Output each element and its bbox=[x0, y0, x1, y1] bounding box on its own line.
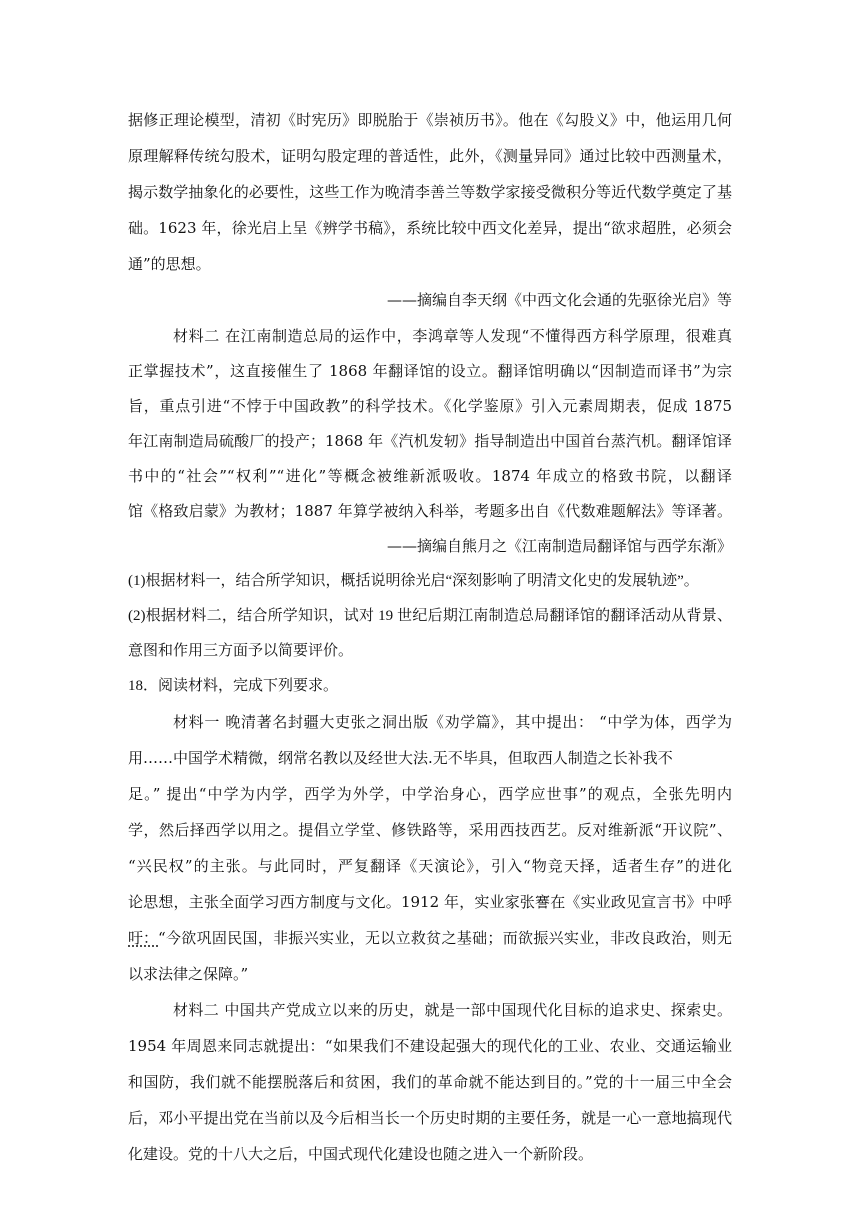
q18-material2-line-4: 后，邓小平提出党在当前以及今后相当长一个历史时期的主要任务，就是一心一意地搞现代 bbox=[128, 1109, 732, 1127]
material2-line-5: 书中的“社会”“权利”“进化”等概念被维新派吸收。1874 年成立的格致书院，以翻译 bbox=[128, 467, 732, 485]
question-17-2-line-2: 意图和作用三方面予以简要评价。 bbox=[128, 643, 354, 659]
q18-material2-line-2: 1954 年周恩来同志就提出：“如果我们不建设起强大的现代化的工业、农业、交通运输业 bbox=[128, 1037, 732, 1055]
material1-line-3: 揭示数学抽象化的必要性，这些工作为晚清李善兰等数学家接受微积分等近代数学奠定了基 bbox=[128, 183, 732, 201]
material1-line-2: 原理解释传统勾股术，证明勾股定理的普适性，此外，《测量异同》通过比较中西测量术， bbox=[128, 147, 732, 165]
material2-line-4: 年江南制造局硫酸厂的投产；1868 年《汽机发轫》指导制造出中国首台蒸汽机。翻译馆译 bbox=[128, 432, 732, 450]
question-18-title: 18．阅读材料，完成下列要求。 bbox=[128, 678, 339, 694]
q18-material1-line-5: “兴民权”的主张。与此同时，严复翻译《天演论》，引入“物竞天择，适者生存”的进化 bbox=[128, 857, 732, 875]
q18-material1-line-4: 学，然后择西学以用之。提倡立学堂、修铁路等，采用西技西艺。反对维新派“开议院”、 bbox=[128, 821, 732, 839]
q18-material1-line-1: 材料一 晚清著名封疆大吏张之洞出版《劝学篇》，其中提出： “中学为体，西学为 bbox=[173, 713, 732, 731]
q18-material2-line-1: 材料二 中国共产党成立以来的历史，就是一部中国现代化目标的追求史、探索史。 bbox=[173, 1001, 732, 1019]
material1-line-4: 础。1623 年，徐光启上呈《辨学书稿》，系统比较中西文化差异，提出“欲求超胜，必须会 bbox=[128, 219, 732, 237]
material2-line-6: 馆《格致启蒙》为教材；1887 年算学被纳入科举，考题多出自《代数难题解法》等译著。 bbox=[128, 502, 732, 520]
q18-material1-line-8: 以求法律之保障。” bbox=[128, 965, 249, 983]
material1-line-1: 据修正理论模型，清初《时宪历》即脱胎于《崇祯历书》。他在《勾股义》中，他运用几何 bbox=[128, 111, 732, 129]
source-citation-1: ——摘编自李天纲《中西文化会通的先驱徐光启》等 bbox=[386, 291, 732, 309]
q18-material1-line-3: 足。” 提出“中学为内学，西学为外学，中学治身心，西学应世事”的观点，全张先明内 bbox=[128, 785, 732, 803]
material2-line-3: 旨，重点引进“不悖于中国政教”的科学技术。《化学鉴原》引入元素周期表，促成 1875 bbox=[128, 397, 732, 415]
q18-material2-line-3: 和国防，我们就不能摆脱落后和贫困，我们的革命就不能达到目的。”党的十一届三中全会 bbox=[128, 1073, 732, 1091]
material2-line-1: 材料二 在江南制造总局的运作中，李鸿章等人发现“不懂得西方科学原理，很难真 bbox=[173, 327, 732, 345]
underlined-text: 吁： bbox=[128, 929, 159, 947]
source-citation-2: ——摘编自熊月之《江南制造局翻译馆与西学东渐》 bbox=[386, 537, 732, 555]
q18-material1-line-7 bbox=[128, 928, 732, 948]
q18-material2-line-5: 化建设。党的十八大之后，中国式现代化建设也随之进入一个新阶段。 bbox=[128, 1145, 594, 1163]
question-17-1: (1)根据材料一，结合所学知识，概括说明徐光启“深刻影响了明清文化史的发展轨迹”。 bbox=[128, 573, 699, 589]
question-17-2-line-1: (2)根据材料二，结合所学知识，试对 19 世纪后期江南制造总局翻译馆的翻译活动从背景、 bbox=[128, 608, 732, 624]
q18-material1-line-6: 论思想，主张全面学习西方制度与文化。1912 年，实业家张謇在《实业政见宣言书》中呼 bbox=[128, 893, 732, 911]
quote-text: “今欲巩固民国，非振兴实业，无以立救贫之基础；而欲振兴实业，非改良政治，则无 bbox=[158, 929, 732, 947]
material1-line-5: 通”的思想。 bbox=[128, 255, 211, 273]
material2-line-2: 正掌握技术”，这直接催生了 1868 年翻译馆的设立。翻译馆明确以“因制造而译书”为宗 bbox=[128, 362, 732, 380]
q18-material1-line-2: 用……中国学术精微，纲常名教以及经世大法.无不毕具，但取西人制造之长补我不 bbox=[128, 749, 673, 767]
